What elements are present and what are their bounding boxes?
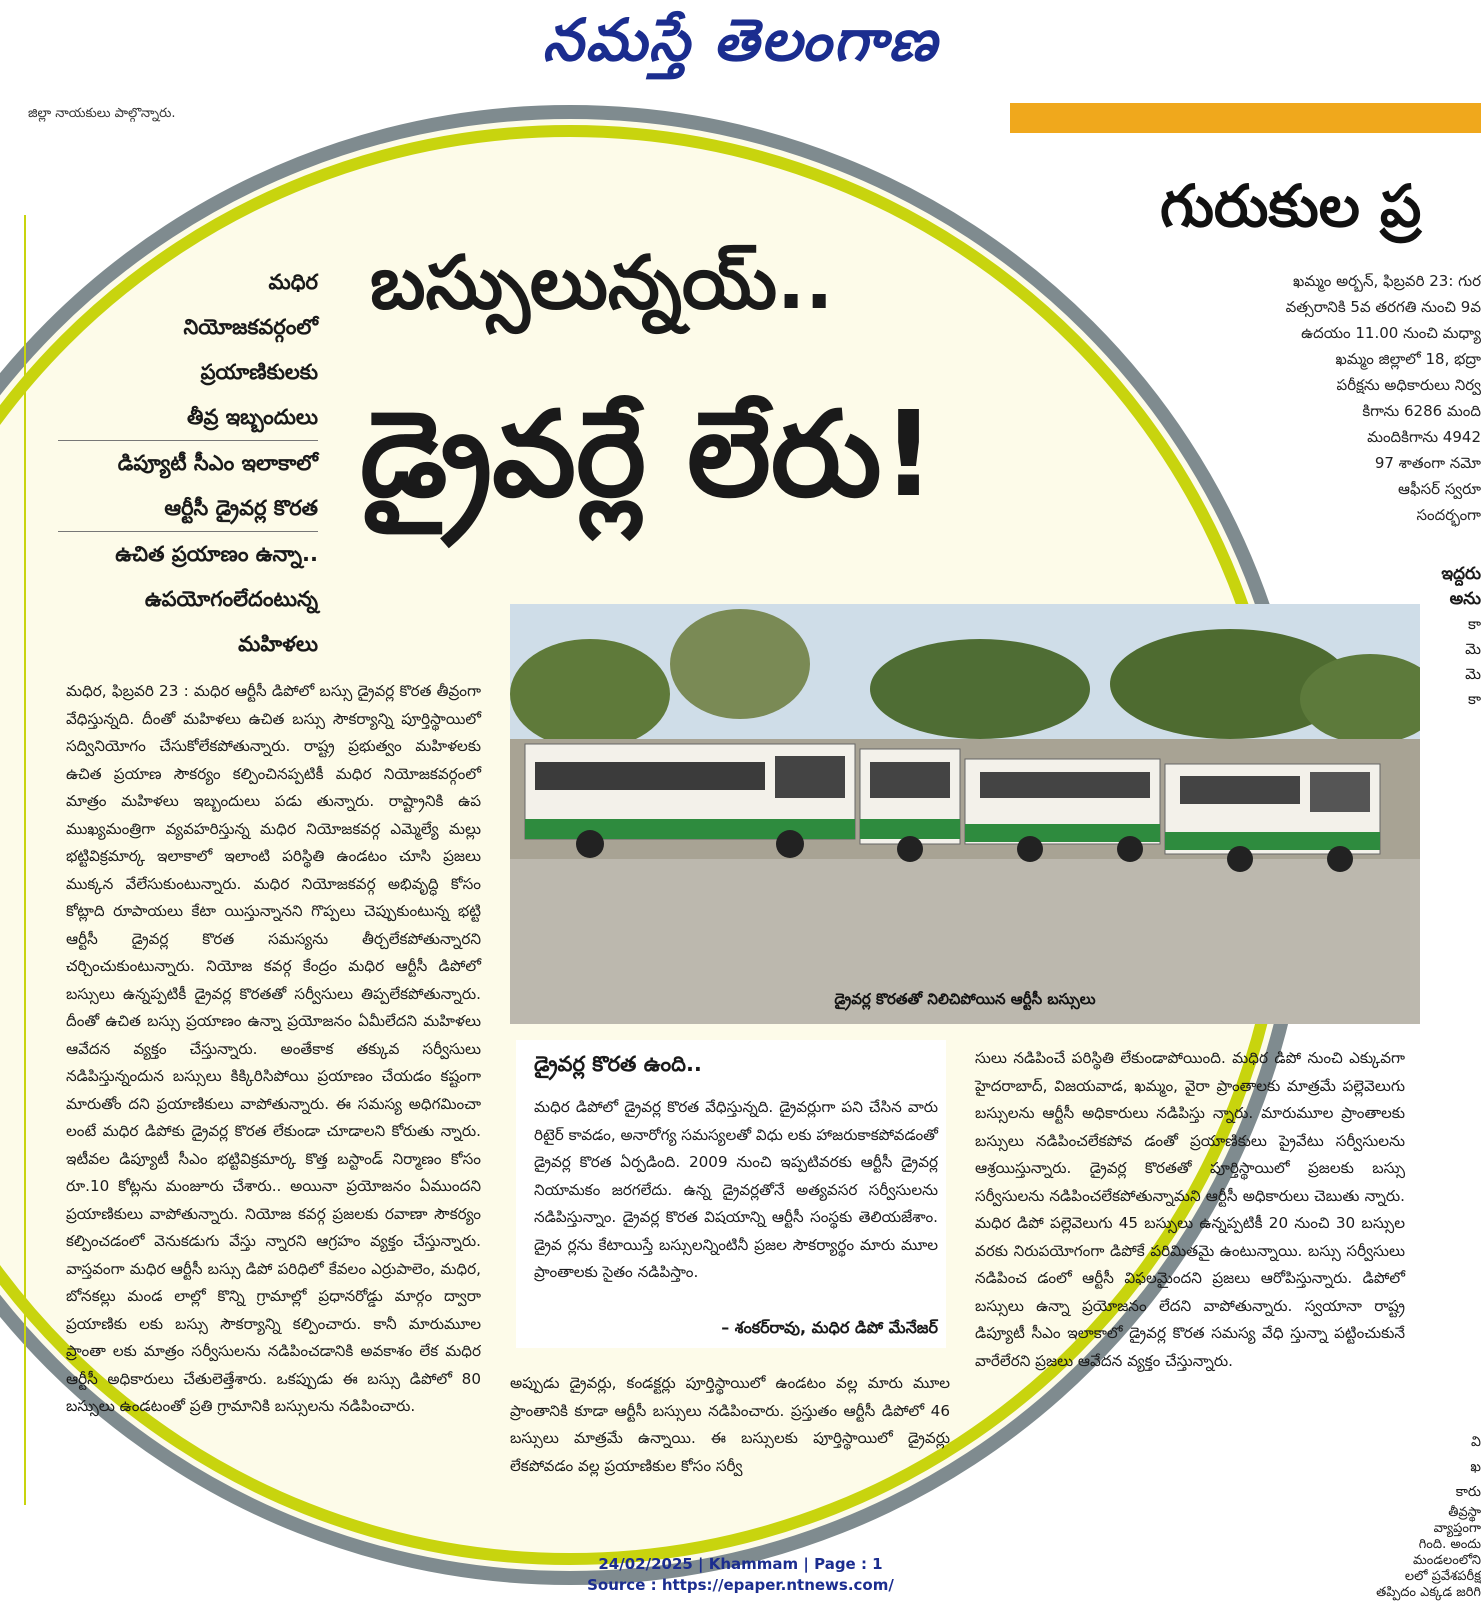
article-column-3: సులు నడిపించే పరిస్థితి లేకుండాపోయింది. మధిర డిపో నుంచి ఎక్కువగా హైదరాబాద్, విజయవాడ, ఖమ్మం, వైరా ప్రాంతాలకు మాత్రమే పల్లెవెలుగు బస్సులను ఆర్టీసీ అధికారులు నడిపిస్తు న్నారు. మారుమూల ప్రాంతాలకు బస్సులు నడిపించలేకపోవ డంతో ప్రయాణికులు ప్రైవేటు సర్వీసులను ఆశ్రయిస్తున్నారు. డ్రైవర్ల కొరతతో పూర్తిస్థాయిలో ప్రజలకు బస్సు సర్వీసులను నడిపించలేకపోతున్నామని ఆర్టీసీ అధికారులు చెబుతు న్నారు. మధిర డిపో పల్లెవెలుగు 45 బస్సులు ఉన్నప్పటికీ 20 నుంచి 30 బస్సుల వరకు నిరుపయోగంగా డిపోకే పరిమితమై ఉంటున్నాయి. బస్సు సర్వీసులు నడిపించ డంలో ఆర్టీసీ విఫలమైందని ప్రజలు ఆరోపిస్తున్నారు. డిపోలో బస్సులు ఉన్నా ప్రయోజనం లేదని వాపోతున్నారు. స్వయానా రాష్ట్ర డిప్యూటీ సీఎం ఇలాకాలో డ్రైవర్ల కొరత సమస్య వేధి స్తున్నా పట్టించుకునే వారేలేరని ప్రజలు ఆవేదన వ్యక్తం చేస్తున్నారు. xyxy=(975,1049,1405,1370)
kicker-line: మధిర xyxy=(268,270,318,294)
side-line: మండలంలోని xyxy=(1413,1553,1481,1568)
side-line: పరీక్షను అధికారులు నిర్వ xyxy=(1336,376,1481,394)
kicker-line: మహిళలు xyxy=(238,632,318,656)
side-line: లలో ప్రవేశపరీక్ష xyxy=(1404,1569,1481,1584)
side-line: ఉదయం 11.00 నుంచి మధ్యా xyxy=(1301,324,1481,342)
footer-date-line: 24/02/2025 | Khammam | Page : 1 xyxy=(598,1555,883,1573)
masthead xyxy=(0,0,1481,95)
side-story-headline: గురుకుల ప్ర xyxy=(1160,172,1422,240)
side-line: ఖ xyxy=(1470,1459,1481,1475)
article-column-1: మధిర, ఫిబ్రవరి 23 : మధిర ఆర్టీసీ డిపోలో బస్సు డ్రైవర్ల కొరత తీవ్రంగా వేధిస్తున్నది. దీంతో మహిళలు ఉచిత బస్సు సౌకర్యాన్ని పూర్తిస్థాయిలో సద్వినియోగం చేసుకోలేకపోతున్నారు. రాష్ట్ర ప్రభుత్వం మహిళలకు ఉచిత ప్రయాణ సౌకర్యం కల్పించినప్పటికీ మధిర నియోజకవర్గంలో మాత్రం మహిళలు ఇబ్బందులు పడు తున్నారు. రాష్ట్రానికి ఉప ముఖ్యమంత్రిగా వ్యవహరిస్తున్న మధిర నియోజకవర్గ ఎమ్మెల్యే మల్లు భట్టివిక్రమార్క ఇలాకాలో ఇలాంటి పరిస్థితి ఉండటం చూసి ప్రజలు ముక్కన వేలేసుకుంటున్నారు. మధిర నియోజకవర్గ అభివృద్ధి కోసం కోట్లాది రూపాయలు కేటా యిస్తున్నానని గొప్పలు చెప్పుకుంటున్న భట్టి ఆర్టీసీ డ్రైవర్ల కొరత సమస్యను తీర్చలేకపోతున్నారని చర్చించుకుంటున్నారు. నియోజ కవర్గ కేంద్రం మధిర ఆర్టీసీ డిపోలో బస్సులు ఉన్నప్పటికీ డ్రైవర్ల కొరతతో సర్వీసులు తిప్పలేకపోతున్నారు. దీంతో ఉచిత బస్సు ప్రయాణం ఉన్నా ప్రయోజనం ఏమీలేదని మహిళలు ఆవేదన వ్యక్తం చేస్తున్నారు. అంతేకాక తక్కువ సర్వీసులు నడిపిస్తున్నందున బస్సులు కిక్కిరిసిపోయి ప్రయాణం చేయడం కష్టంగా మారుతోం దని ప్రయాణికులు వాపోతున్నారు. ఈ సమస్య అధిగమించా లంటే మధిర డిపోకు డ్రైవర్ల కొరత లేకుండా చూడాలని కోరుతు న్నారు. ఇటీవల డిప్యూటీ సీఎం భట్టివిక్రమార్క కొత్త బస్టాండ్ నిర్మాణం కోసం రూ.10 కోట్లను మంజూరు చేశారు.. అయినా ప్రయోజనం ఏముందని ప్రయాణికులు వాపోతున్నారు. నియోజ కవర్గ ప్రజలకు రవాణా సౌకర్యం కల్పించడంలో వెనుకడుగు వేస్తు న్నారని ఆగ్రహం వ్యక్తం చేస్తున్నారు. వాస్తవంగా మధిర ఆర్టీసీ బస్సు డిపో పరిధిలో కేవలం ఎర్రుపాలెం, మధిర, బోనకల్లు మండ లాల్లో కొన్ని గ్రామాల్లో ప్రధానరోడ్డు మార్గం ద్వారా ప్రయాణికు లకు బస్సు సౌకర్యాన్ని కల్పించారు. కానీ మారుమూల ప్రాంతా లకు మాత్రం సర్వీసులను నడిపించడానికి అవకాశం లేక మధిర ఆర్టీసీ అధికారులు చేతులెత్తేశారు. ఒకప్పుడు ఈ బస్సు డిపోలో 80 బస్సులు ఉండటంతో ప్రతి గ్రామానికి బస్సులను నడిపించారు. xyxy=(66,682,481,1415)
kicker-line: ఆర్టీసీ డ్రైవర్ల కొరత xyxy=(164,496,318,520)
side-line: వ్యాప్తంగా xyxy=(1433,1521,1481,1536)
quote-box-body: మధిర డిపోలో డ్రైవర్ల కొరత వేధిస్తున్నది. డ్రైవర్లుగా పని చేసిన వారు రిటైర్ కావడం, అనారోగ్య సమస్యలతో విధు లకు హాజరుకాకపోవడంతో డ్రైవర్ల కొరత ఏర్పడింది. 2009 నుంచి ఇప్పటివరకు ఆర్టీసీ డ్రైవర్ల నియామకం జరగలేదు. ఉన్న డ్రైవర్లతోనే అత్యవసర సర్వీసులను నడిపిస్తున్నాం. డ్రైవర్ల కొరత విషయాన్ని ఆర్టీసీ సంస్థకు తెలియజేశాం. డ్రైవ ర్లను కేటాయిస్తే బస్సులన్నింటినీ ప్రజల సౌకర్యార్థం మారు మూల ప్రాంతాలకు సైతం నడిపిస్తాం. xyxy=(534,1098,938,1281)
footer-source-line: Source : https://epaper.ntnews.com/ xyxy=(587,1576,894,1594)
sidebar-kicker xyxy=(58,260,318,667)
side-line: కా xyxy=(1467,615,1481,633)
headline-line2: డ్రైవర్లే లేరు! xyxy=(360,385,936,523)
side-line: సందర్భంగా xyxy=(1416,506,1481,524)
side-line: కిగాను 6286 మంది xyxy=(1362,402,1481,420)
side-line: మె xyxy=(1465,665,1481,683)
kicker-line: ఉపయోగంలేదంటున్న xyxy=(144,587,318,611)
side-story-lower xyxy=(1340,1430,1481,1505)
side-line: కారు xyxy=(1455,1484,1481,1500)
left-rule xyxy=(24,215,26,1505)
side-story-text xyxy=(1210,268,1481,528)
side-line: మందికిగాను 4942 xyxy=(1367,428,1481,446)
quote-box-signature: – శంకర్‌రావు, మధిర డిపో మేనేజర్ xyxy=(721,1318,938,1337)
side-line: తప్పిదం ఎక్కడ జరిగి xyxy=(1376,1585,1481,1600)
side-line: గింది. అందు xyxy=(1418,1537,1481,1552)
side-line: తీవ్రస్థా xyxy=(1448,1505,1481,1520)
quote-box-title: డ్రైవర్ల కొరత ఉంది.. xyxy=(534,1052,702,1076)
side-subhead-line: ఇద్దరు xyxy=(1441,564,1481,584)
news-photo xyxy=(510,604,1420,1024)
side-line: మె xyxy=(1465,640,1481,658)
kicker-line: నియోజకవర్గంలో xyxy=(183,315,318,339)
masthead-title: నమస్తే తెలంగాణ xyxy=(542,6,939,74)
side-line: వి xyxy=(1471,1434,1481,1450)
orange-band xyxy=(1010,103,1481,133)
top-line-text: జిల్లా నాయకులు పాల్గొన్నారు. xyxy=(28,106,176,121)
kicker-line: డిప్యూటీ సీఎం ఇలాకాలో xyxy=(58,440,318,486)
side-line: 97 శాతంగా నమో xyxy=(1374,454,1481,472)
kicker-line: ప్రయాణికులకు xyxy=(200,360,318,384)
side-line: ఆఫీసర్ స్వరూ xyxy=(1398,480,1481,498)
bus-depot-photo xyxy=(510,604,1420,1024)
article-column-2: అప్పుడు డ్రైవర్లు, కండక్టర్లు పూర్తిస్థాయిలో ఉండటం వల్ల మారు మూల ప్రాంతానికి కూడా ఆర్టీసీ బస్సులు నడిపించారు. ప్రస్తుతం ఆర్టీసీ డిపోలో 46 బస్సులు మాత్రమే ఉన్నాయి. ఈ బస్సులకు పూర్తిస్థాయిలో డ్రైవర్లు లేకపోవడం వల్ల ప్రయాణికుల కోసం సర్వీ xyxy=(510,1374,950,1475)
photo-caption: డ్రైవర్ల కొరతతో నిలిచిపోయిన ఆర్టీసీ బస్సులు xyxy=(834,990,1096,1008)
headline-line1: బస్సులున్నయ్.. xyxy=(370,240,834,326)
kicker-line: తీవ్ర ఇబ్బందులు xyxy=(187,405,318,429)
side-line: కా xyxy=(1467,690,1481,708)
side-line: ఖమ్మం అర్బన్, ఫిబ్రవరి 23: గుర xyxy=(1293,272,1481,290)
side-line: వత్సరానికి 5వ తరగతి నుంచి 9వ xyxy=(1285,298,1481,316)
kicker-line: ఉచిత ప్రయాణం ఉన్నా.. xyxy=(58,531,318,577)
side-line: ఖమ్మం జిల్లాలో 18, భద్రా xyxy=(1335,350,1481,368)
side-subhead-line: అను xyxy=(1449,589,1481,609)
